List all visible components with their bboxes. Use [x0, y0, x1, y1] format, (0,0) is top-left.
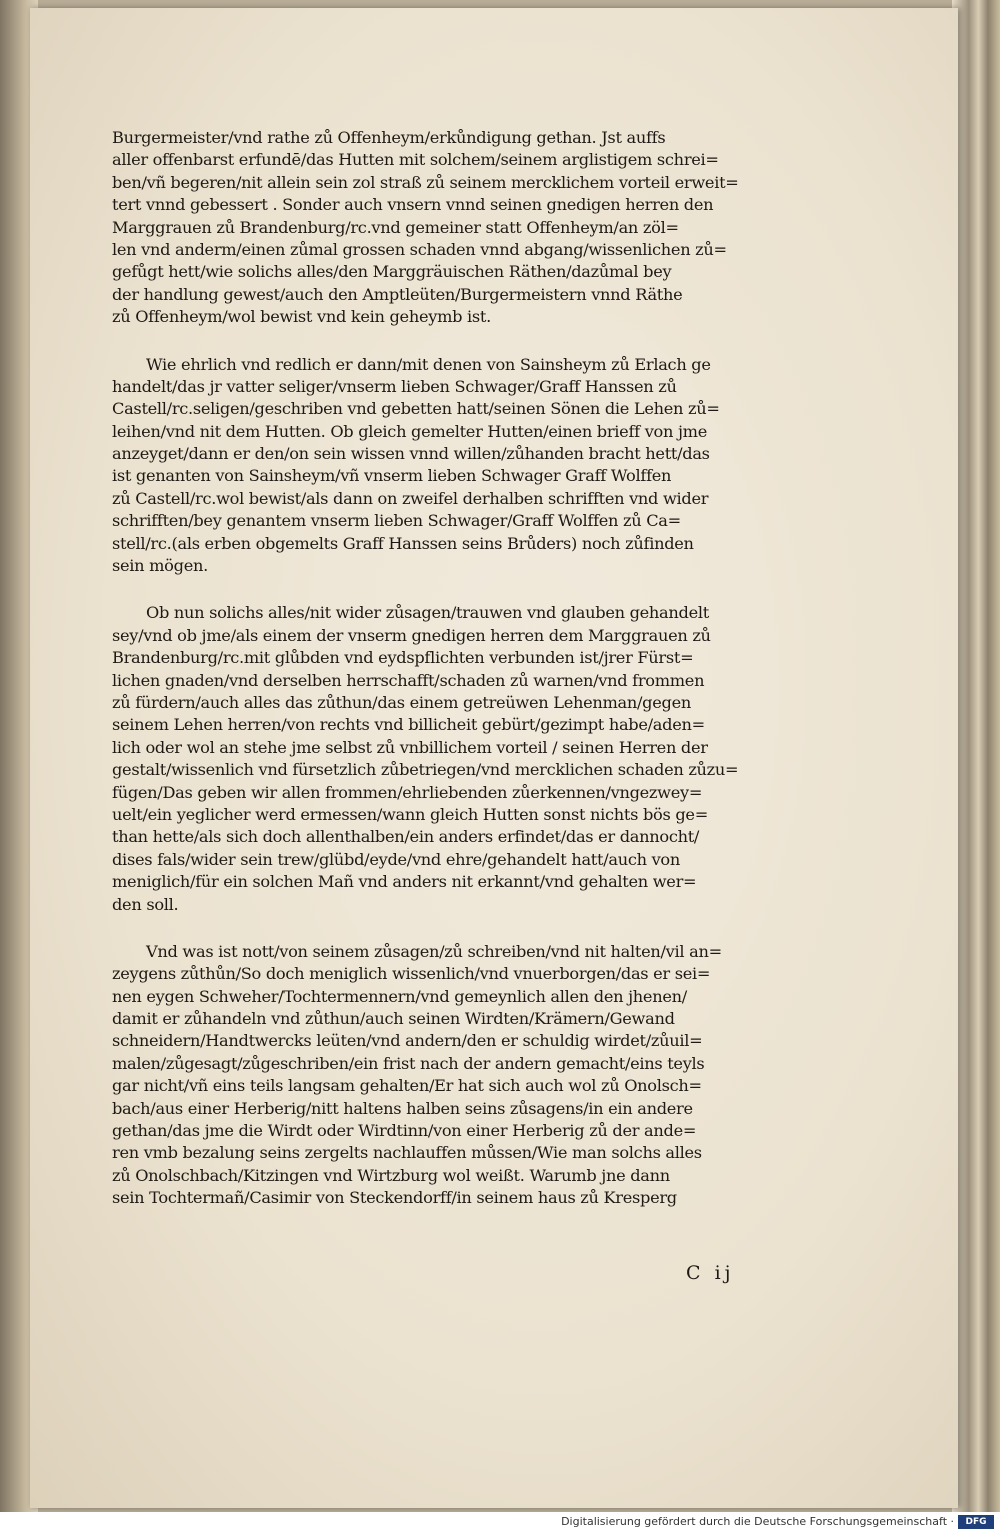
footer-bar: [0, 1512, 1000, 1532]
text-line: zů Castell/rc.wol bewist/als dann on zweifel derhalben schrifften vnd wider: [112, 488, 709, 508]
text-line: anzeyget/dann er den/on sein wissen vnnd willen/zůhanden bracht hett/das: [112, 444, 710, 464]
text-line: malen/zůgesagt/zůgeschriben/ein frist nach der andern gemacht/eins teyls: [112, 1053, 705, 1073]
text-line: meniglich/für ein solchen Mañ vnd anders nit erkannt/vnd gehalten wer=: [112, 872, 697, 892]
text-line: gestalt/wissenlich vnd fürsetzlich zůbetriegen/vnd mercklichen schaden zůzu=: [112, 760, 739, 780]
text-line: nen eygen Schweher/Tochtermennern/vnd gemeynlich allen den jhenen/: [112, 986, 687, 1006]
text-line: sein mögen.: [112, 556, 208, 576]
text-line: sey/vnd ob jme/als einem der vnserm gnedigen herren dem Marggrauen zů: [112, 625, 711, 645]
text-line: Castell/rc.seligen/geschriben vnd gebetten hatt/seinen Sönen die Lehen zů=: [112, 399, 720, 419]
text-line: damit er zůhandeln vnd zůthun/auch seinen Wirdten/Krämern/Gewand: [112, 1009, 675, 1029]
dfg-logo-icon: DFG: [958, 1515, 994, 1529]
text-line: Wie ehrlich vnd redlich er dann/mit denen von Sainsheym zů Erlach ge: [146, 354, 711, 374]
text-line: fügen/Das geben wir allen frommen/ehrliebenden zůerkennen/vngezwey=: [112, 782, 703, 802]
text-line: len vnd anderm/einen zůmal grossen schaden vnnd abgang/wissenlichen zů=: [112, 239, 727, 259]
text-line: schrifften/bey genantem vnserm lieben Schwager/Graff Wolffen zů Ca=: [112, 511, 681, 531]
text-line: Marggrauen zů Brandenburg/rc.vnd gemeiner statt Offenheym/an zöl=: [112, 217, 679, 237]
text-line: zeygens zůthůn/So doch meniglich wissenlich/vnd vnuerborgen/das er sei=: [112, 964, 711, 984]
text-line: stell/rc.(als erben obgemelts Graff Hanssen seins Brůders) noch zůfinden: [112, 533, 694, 553]
text-line: Brandenburg/rc.mit glůbden vnd eydspflichten verbunden ist/jrer Fürst=: [112, 648, 694, 668]
text-line: zů Onolschbach/Kitzingen vnd Wirtzburg wol weißt. Warumb jne dann: [112, 1165, 670, 1185]
text-line: den soll.: [112, 894, 179, 914]
body-text: [112, 127, 792, 1210]
text-line: lich oder wol an stehe jme selbst zů vnbillichem vorteil / seinen Herren der: [112, 737, 708, 757]
paragraph: [112, 941, 792, 1210]
text-line: leihen/vnd nit dem Hutten. Ob gleich gemelter Hutten/einen brieff von jme: [112, 421, 708, 441]
text-line: zů fürdern/auch alles das zůthun/das einem getreüwen Lehenman/gegen: [112, 692, 691, 712]
text-line: tert vnnd gebessert . Sonder auch vnsern vnnd seinen gnedigen herren den: [112, 195, 714, 215]
text-line: Burgermeister/vnd rathe zů Offenheym/erkůndigung gethan. Jst auffs: [112, 128, 666, 147]
signature-mark: C ij: [686, 1262, 735, 1284]
text-line: dises fals/wider sein trew/glübd/eyde/vnd ehre/gehandelt hatt/auch von: [112, 849, 680, 869]
text-line: zů Offenheym/wol bewist vnd kein geheymb ist.: [112, 307, 491, 327]
text-line: Vnd was ist nott/von seinem zůsagen/zů schreiben/vnd nit halten/vil an=: [146, 941, 722, 961]
text-line: bach/aus einer Herberig/nitt haltens halben seins zůsagens/in ein andere: [112, 1098, 693, 1118]
text-line: ben/vñ begeren/nit allein sein zol straß zů seinem mercklichem vorteil erweit=: [112, 172, 739, 192]
text-line: gar nicht/vñ eins teils langsam gehalten/Er hat sich auch wol zů Onolsch=: [112, 1076, 702, 1096]
text-line: than hette/als sich doch allenthalben/ein anders erfindet/das er dannocht/: [112, 827, 700, 847]
text-line: ren vmb bezalung seins zergelts nachlauffen můssen/Wie man solchs alles: [112, 1143, 702, 1163]
text-line: schneidern/Handtwercks leüten/vnd andern/den er schuldig wirdet/zůuil=: [112, 1031, 703, 1051]
digitization-credit: Digitalisierung gefördert durch die Deutsche Forschungsgemeinschaft ·: [561, 1515, 954, 1528]
paragraph: [112, 127, 792, 329]
text-line: handelt/das jr vatter seliger/vnserm lieben Schwager/Graff Hanssen zů: [112, 376, 677, 396]
text-line: Ob nun solichs alles/nit wider zůsagen/trauwen vnd glauben gehandelt: [146, 603, 709, 623]
paragraph: [112, 602, 792, 915]
text-line: sein Tochtermañ/Casimir von Steckendorff/in seinem haus zů Kresperg: [112, 1188, 677, 1208]
text-line: lichen gnaden/vnd derselben herrschafft/schaden zů warnen/vnd frommen: [112, 670, 705, 690]
text-line: ist genanten von Sainsheym/vñ vnserm lieben Schwager Graff Wolffen: [112, 466, 672, 486]
text-line: aller offenbarst erfundē/das Hutten mit solchem/seinem arglistigem schrei=: [112, 150, 719, 170]
text-line: seinem Lehen herren/von rechts vnd billicheit gebürt/gezimpt habe/aden=: [112, 715, 705, 735]
text-line: gethan/das jme die Wirdt oder Wirdtinn/von einer Herberig zů der ande=: [112, 1121, 697, 1141]
text-line: gefůgt hett/wie solichs alles/den Marggräuischen Räthen/dazůmal bey: [112, 262, 672, 282]
text-line: uelt/ein yeglicher werd ermessen/wann gleich Hutten sonst nichts bös ge=: [112, 804, 708, 824]
paragraph: [112, 354, 792, 578]
page-stack-edge: [952, 0, 1000, 1512]
text-line: der handlung gewest/auch den Amptleüten/Burgermeistern vnnd Räthe: [112, 284, 683, 304]
